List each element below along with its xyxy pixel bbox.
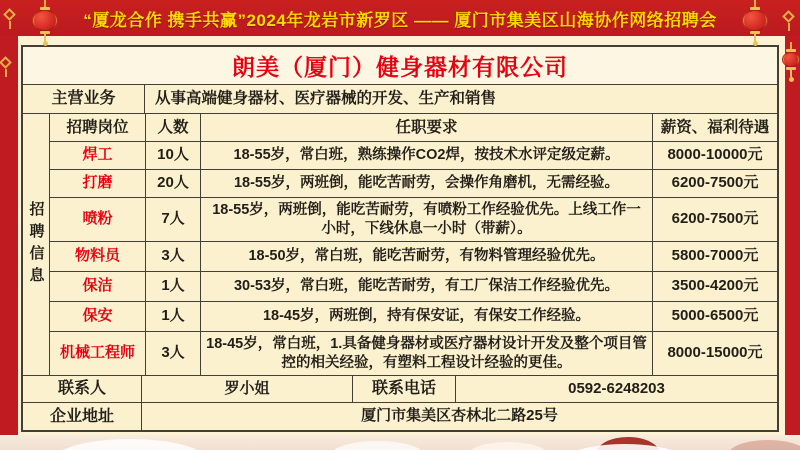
job-requirement: 30-53岁，常白班，能吃苦耐劳，有工厂保洁工作经验优先。 <box>201 272 653 301</box>
job-count: 1人 <box>146 302 201 331</box>
right-frame-strip <box>785 36 800 435</box>
job-salary: 6200-7500元 <box>671 174 759 192</box>
job-position: 保洁 <box>50 272 146 301</box>
job-count: 10人 <box>146 142 201 169</box>
chinese-knot-icon <box>784 12 793 31</box>
job-position: 保安 <box>50 302 146 331</box>
cloud-shape <box>468 442 548 450</box>
chinese-knot-icon <box>1 58 10 77</box>
jobs-table <box>50 114 777 375</box>
recruit-info-vertical-label: 招聘信息 <box>27 200 45 289</box>
job-position: 机械工程师 <box>50 332 146 375</box>
cloud-shape <box>330 441 425 450</box>
business-value: 从事高端健身器材、医疗器械的开发、生产和销售 <box>155 90 497 108</box>
job-position: 物料员 <box>50 242 146 271</box>
banner-title: “厦龙合作 携手共赢”2024年龙岩市新罗区 —— 厦门市集美区山海协作网络招聘会 <box>83 10 717 30</box>
job-salary: 5800-7000元 <box>671 247 759 265</box>
job-count: 3人 <box>146 332 201 375</box>
contact-person: 罗小姐 <box>142 376 353 402</box>
business-row <box>23 85 777 114</box>
job-requirement: 18-45岁，常白班，1.具备健身器材或医疗器材设计开发及整个项目管控的相关经验，有塑料工程设计经验的更佳。 <box>201 332 653 375</box>
header-count: 人数 <box>146 114 201 141</box>
job-row <box>50 142 777 170</box>
recruitment-table <box>21 45 779 432</box>
address-label: 企业地址 <box>23 403 142 430</box>
company-title-row <box>23 47 777 85</box>
job-row <box>50 198 777 242</box>
cloud-shape <box>55 439 205 450</box>
job-salary: 3500-4200元 <box>671 277 759 295</box>
address-value: 厦门市集美区杏林北二路25号 <box>361 407 558 425</box>
contact-person-label: 联系人 <box>23 376 142 402</box>
job-row <box>50 332 777 375</box>
contact-row <box>23 376 777 403</box>
job-count: 7人 <box>146 198 201 241</box>
job-row <box>50 302 777 332</box>
address-row <box>23 403 777 430</box>
job-requirement: 18-55岁，常白班，熟练操作CO2焊，按技术水评定级定薪。 <box>201 142 653 169</box>
job-requirement: 18-55岁，两班倒，能吃苦耐劳，会操作角磨机，无需经验。 <box>201 170 653 197</box>
job-requirement: 18-50岁，常白班，能吃苦耐劳，有物料管理经验优先。 <box>201 242 653 271</box>
left-frame-strip <box>0 36 18 435</box>
job-position: 喷粉 <box>50 198 146 241</box>
job-salary: 6200-7500元 <box>671 210 759 228</box>
business-label: 主营业务 <box>23 85 145 113</box>
job-salary: 5000-6500元 <box>671 307 759 325</box>
job-count: 20人 <box>146 170 201 197</box>
job-salary: 8000-10000元 <box>667 146 763 164</box>
job-position: 打磨 <box>50 170 146 197</box>
job-count: 1人 <box>146 272 201 301</box>
cloud-shape <box>560 444 690 450</box>
contact-phone-label: 联系电话 <box>353 376 456 402</box>
job-requirement: 18-55岁，两班倒，能吃苦耐劳，有喷粉工作经验优先。上线工作一小时，下线休息一小时（带薪）。 <box>201 198 653 241</box>
job-salary: 8000-15000元 <box>667 344 763 362</box>
lantern-top-shape <box>728 440 800 450</box>
lantern-icon <box>742 0 768 46</box>
header-banner <box>0 0 800 36</box>
job-row <box>50 242 777 272</box>
job-count: 3人 <box>146 242 201 271</box>
job-position: 焊工 <box>50 142 146 169</box>
header-salary: 薪资、福利待遇 <box>660 118 770 136</box>
jobs-section <box>23 114 777 376</box>
job-row <box>50 272 777 302</box>
lantern-icon <box>782 42 800 82</box>
footer-decoration <box>0 435 800 450</box>
job-requirement: 18-45岁，两班倒，持有保安证，有保安工作经验。 <box>201 302 653 331</box>
header-requirement: 任职要求 <box>201 114 653 141</box>
chinese-knot-icon <box>5 10 14 29</box>
lantern-icon <box>32 0 58 46</box>
side-label-cell <box>23 114 50 375</box>
header-position: 招聘岗位 <box>50 114 146 141</box>
contact-phone: 0592-6248203 <box>568 379 665 397</box>
jobs-header-row <box>50 114 777 142</box>
company-name: 朗美（厦门）健身器材有限公司 <box>232 54 568 80</box>
job-row <box>50 170 777 198</box>
